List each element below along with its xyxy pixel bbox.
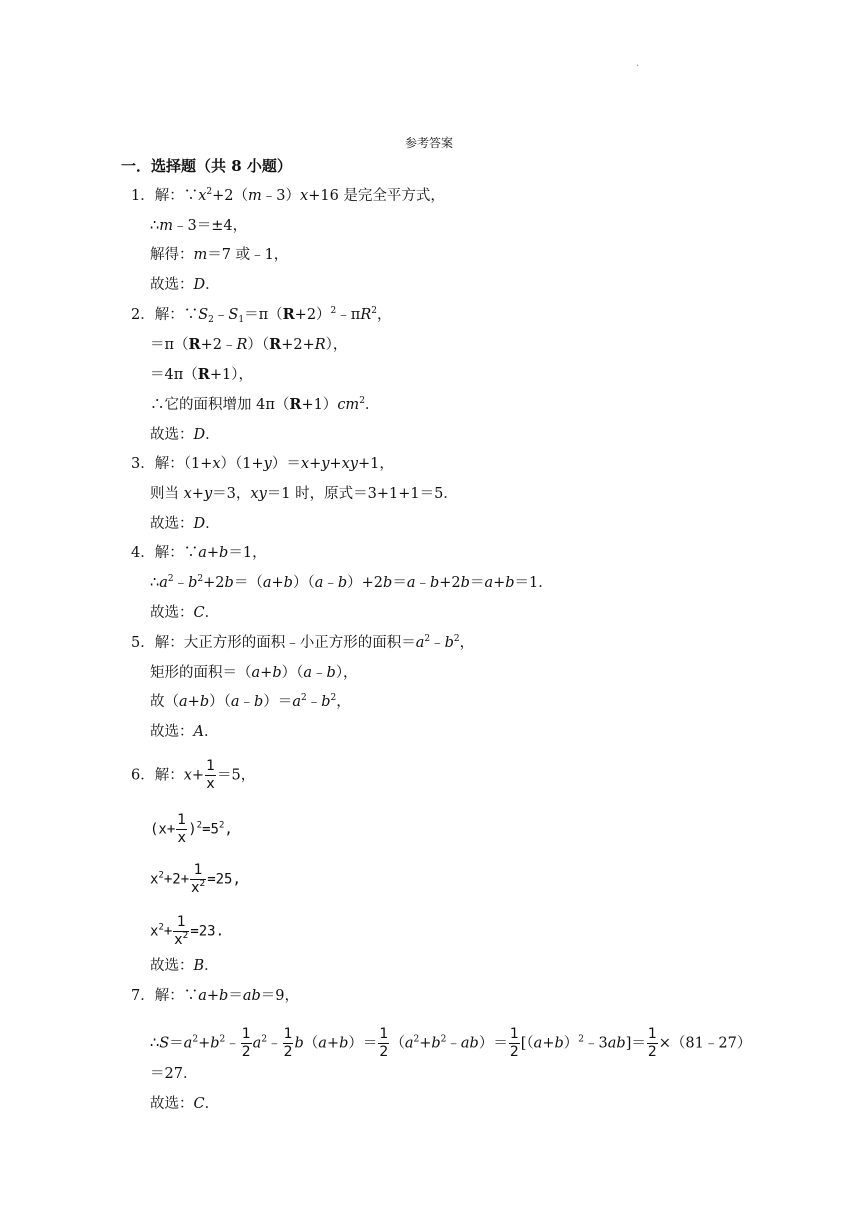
q5-line-2: 矩形的面积＝（a+b）（a﹣b）， [150,665,358,681]
q6-line-5: 故选：B． [150,958,219,974]
q2-line-3: ＝4π（R+1）， [150,366,253,383]
q4-line-3: 故选：C． [150,605,220,621]
q1-line-1: 1．解：$\because x^2+2(m﹣3)x+16$ 是完全平方式， [131,187,445,204]
q2-line-5: 故选：D． [150,427,220,443]
q4-line-1: 4．解：∵a+b＝1， [131,545,267,561]
section-heading: 一．选择题（共 8 小题） [121,157,292,175]
q1-line-4: 故选：D． [150,277,220,293]
q2-line-2: ＝π（R+2﹣R）（R+2+R）， [150,336,348,353]
page-dot: . [636,58,640,69]
q3-line-2: 则当 x+y＝3，xy＝1 时，原式＝3+1+1＝5． [150,486,458,502]
q3-line-1: 3．解：（1+x）（1+y）＝x+y+xy+1， [131,456,394,472]
q3-line-3: 故选：D． [150,516,220,532]
q6-line-2: (x+ $\frac{1}{x}$ )$^2=5^2$, [150,812,233,846]
q7-line-4: 故选：C． [150,1096,220,1112]
q6-line-1: 6．解：x+ $\frac{1}{x}$ ＝5， [131,758,256,792]
q5-line-1: 5．解：大正方形的面积﹣小正方形的面积$=a^2﹣b^2$， [131,634,475,651]
document-title: 参考答案 [405,136,454,150]
q4-line-2: $\therefore a^2﹣b^2+2b=(a+b)(a﹣b)+2b=a﹣b+2b=a+b=1$． [150,574,553,591]
q5-line-4: 故选：A． [150,724,219,740]
q2-line-1: 2．解：$\because S_2﹣S_1=\pi(R+2)^2﹣\pi R^2$， [131,306,392,325]
q1-line-2: ∴m﹣3＝±4， [150,218,248,234]
q1-line-3: 解得：m＝7 或﹣1， [150,247,289,263]
q6-line-3: $x^2+2+$ $\frac{1}{x^2}$ =25, [150,862,241,896]
q6-line-4: $x^2+$ $\frac{1}{x^2}$ =23. [150,914,225,948]
q5-line-3: 故$(a+b)(a﹣b)=a^2﹣b^2$， [150,693,351,710]
q7-line-3: ＝27． [150,1066,198,1082]
q2-line-4: ∴它的面积增加 $4\pi(R+1)cm^2$． [150,396,380,413]
q7-line-2: $\therefore S=a^2+b^2﹣$ $\frac{1}{2}$ $a^2﹣$ $\frac{1}{2}$ b（a+b）＝ $\frac{1}{2}$ $(a^2+b^2﹣ab)=$ $\frac{1}{2}$ $[(a+b)^2﹣3ab]=$ $\frac{1}{2}$ ×（81﹣27） [150,1026,752,1060]
q7-line-1: 7．解：∵a+b＝ab＝9， [131,988,300,1004]
